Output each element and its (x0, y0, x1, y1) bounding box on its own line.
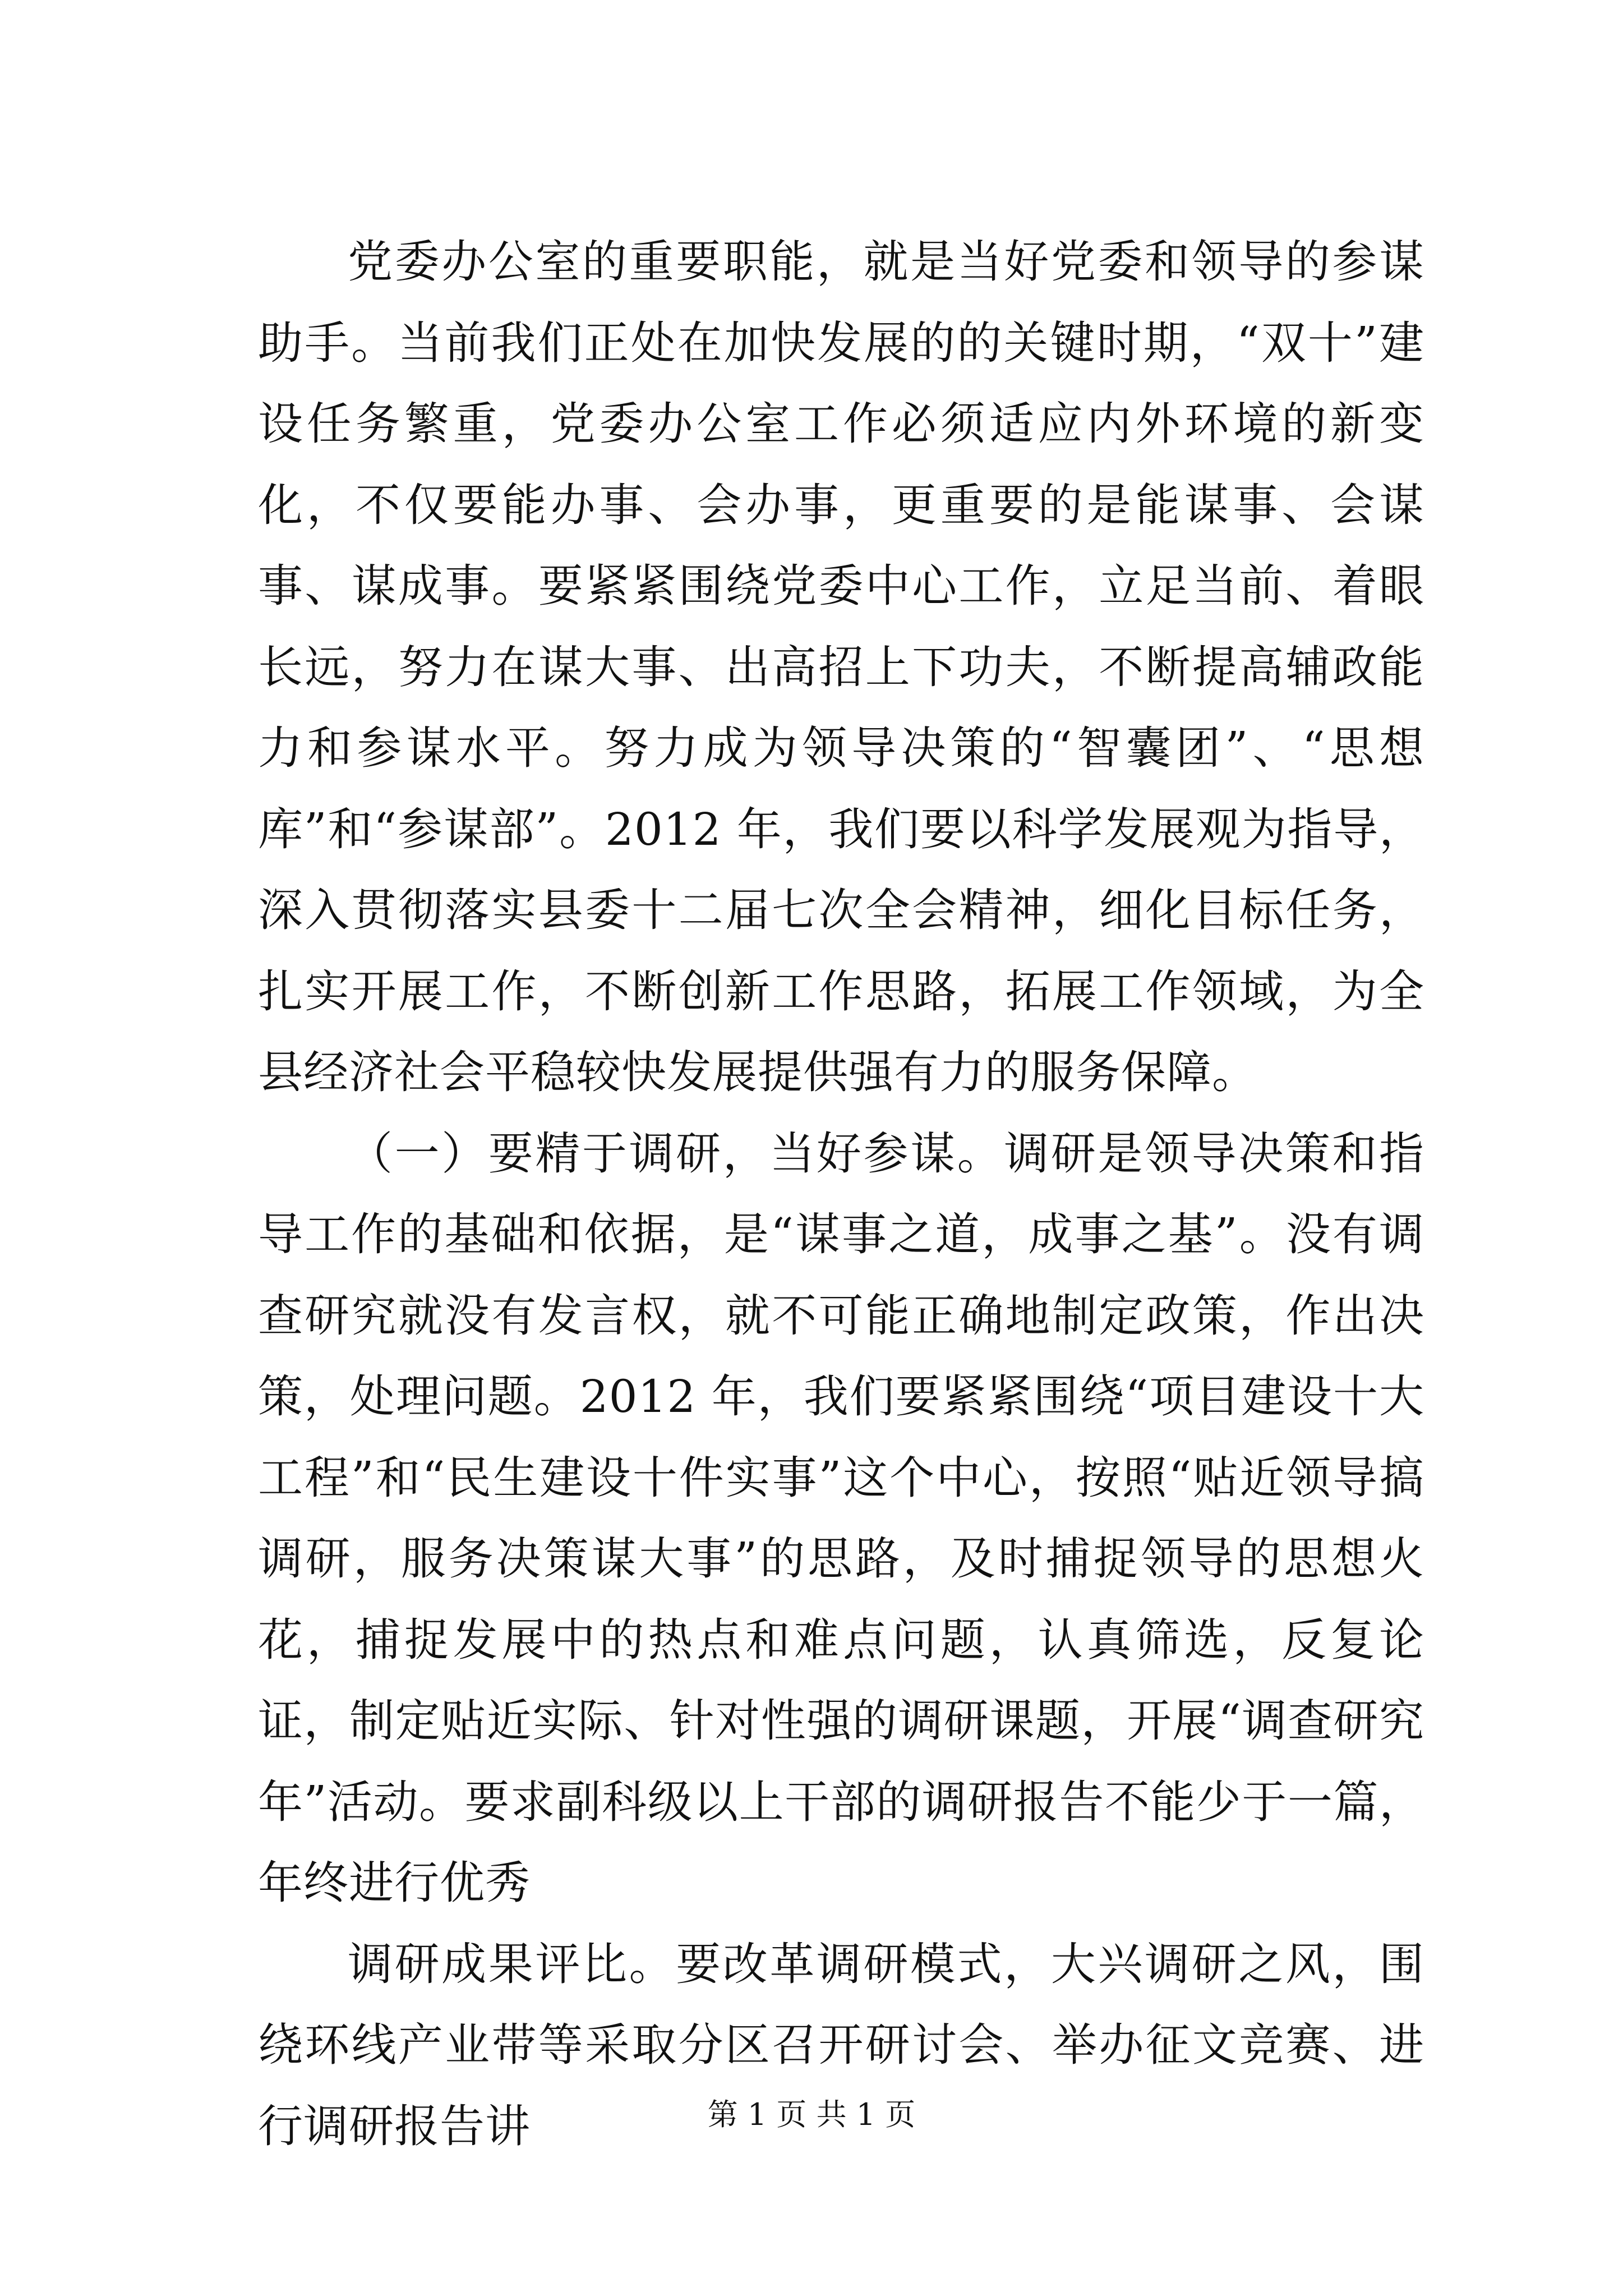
document-body (258, 222, 1424, 2167)
paragraph-research: （一）要精于调研，当好参谋。调研是领导决策和指导工作的基础和依据，是“谋事之道，成事之基”。没有调查研究就没有发言权，就不可能正确地制定政策，作出决策，处理问题。2012 年，我们要紧紧围绕“项目建设十大工程”和“民生建设十件实事”这个中心，按照“贴近领导搞调研，服务决策谋大事”的思路，及时捕捉领导的思想火花，捕捉发展中的热点和难点问题，认真筛选，反复论证，制定贴近实际、针对性强的调研课题，开展“调查研究年”活动。要求副科级以上干部的调研报告不能少于一篇，年终进行优秀 (258, 1127, 1424, 1909)
paragraph-intro: 党委办公室的重要职能，就是当好党委和领导的参谋助手。当前我们正处在加快发展的的关键时期，“双十”建设任务繁重，党委办公室工作必须适应内外环境的新变化，不仅要能办事、会办事，更重要的是能谋事、会谋事、谋成事。要紧紧围绕党委中心工作，立足当前、着眼长远，努力在谋大事、出高招上下功夫，不断提高辅政能力和参谋水平。努力成为领导决策的“智囊团”、“思想库”和“参谋部”。2012 年，我们要以科学发展观为指导，深入贯彻落实县委十二届七次全会精神，细化目标任务，扎实开展工作，不断创新工作思路，拓展工作领域，为全县经济社会平稳较快发展提供强有力的服务保障。 (258, 236, 1424, 1098)
paragraph-evaluation: 调研成果评比。要改革调研模式，大兴调研之风，围绕环线产业带等采取分区召开研讨会、举办征文竞赛、进行调研报告讲 (258, 1938, 1424, 2152)
page-footer: 第 1 页 共 1 页 (707, 2097, 916, 2132)
